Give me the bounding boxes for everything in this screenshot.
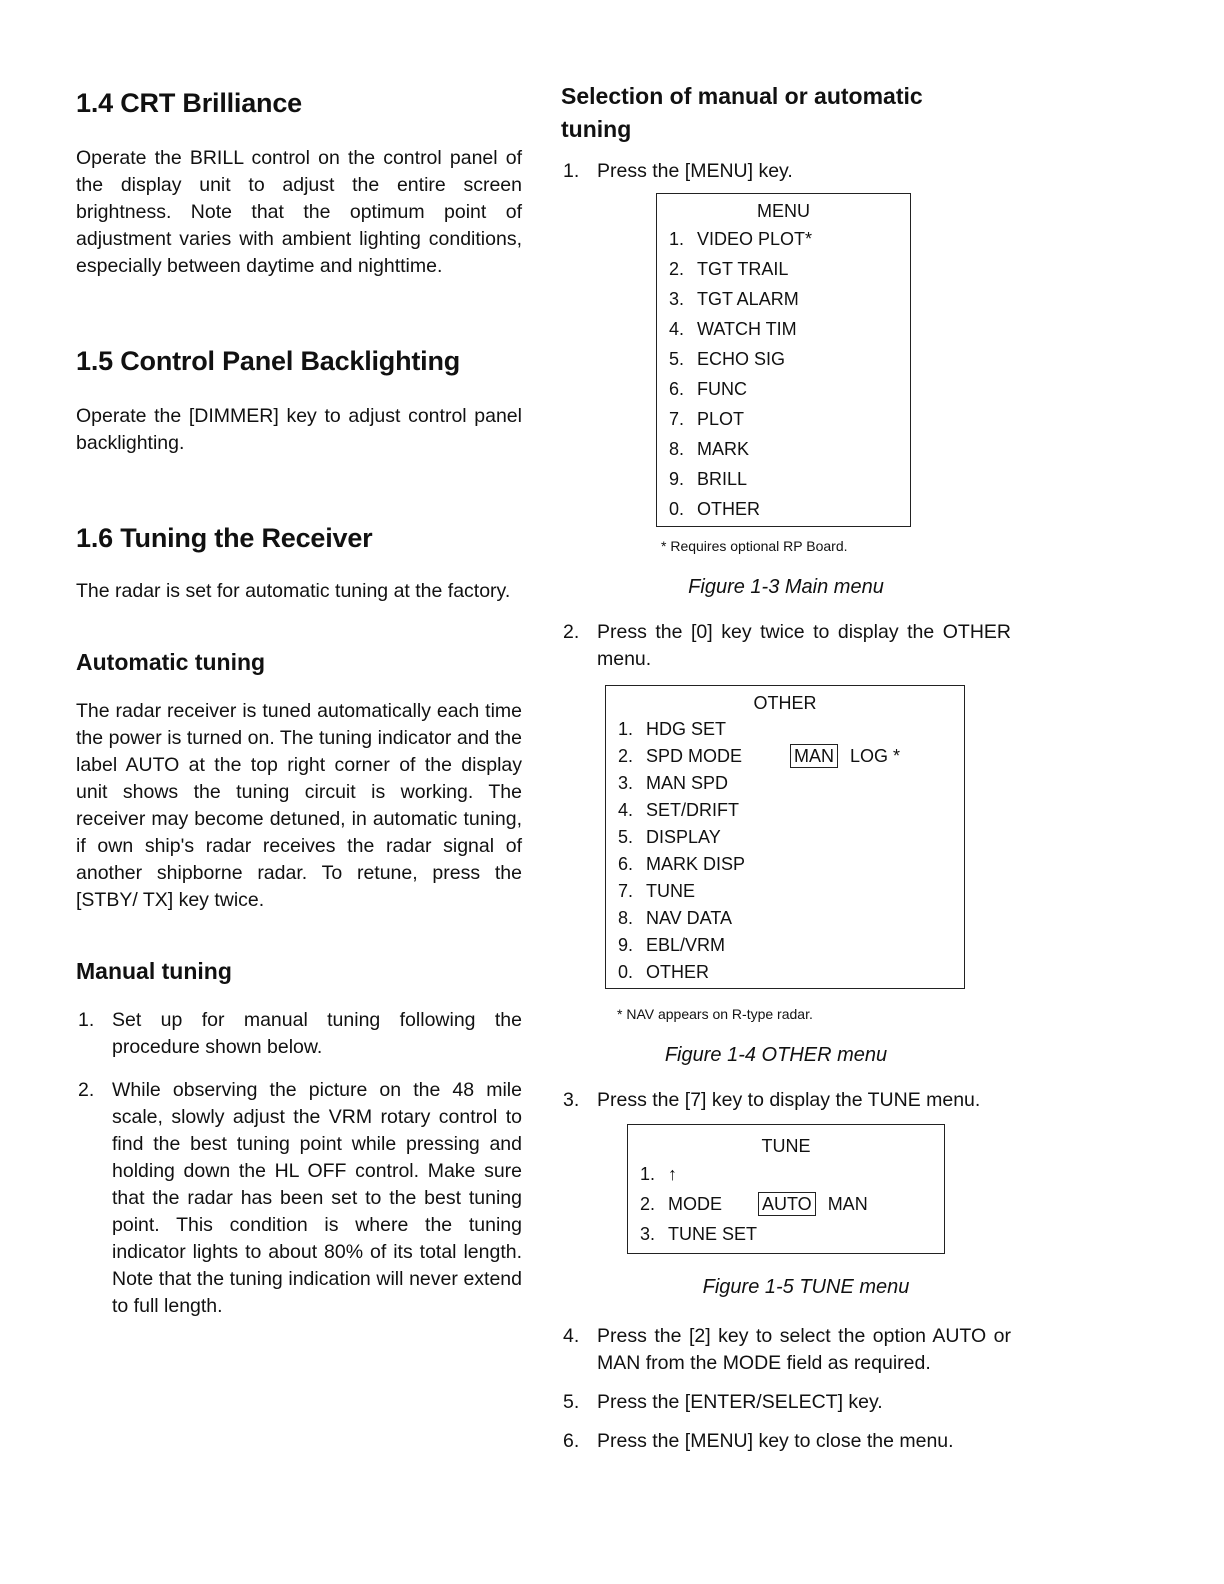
- menu-item-label: MAN SPD: [646, 773, 729, 793]
- menu-item-number: 0.: [669, 499, 685, 519]
- menu-item: [606, 851, 964, 878]
- list-item: [561, 1428, 1011, 1455]
- step-number: 2.: [78, 1079, 95, 1101]
- menu-item: [657, 374, 910, 404]
- menu-item-number: 9.: [669, 469, 685, 489]
- menu-item: [628, 1219, 944, 1249]
- heading-tuning-receiver: 1.6 Tuning the Receiver: [76, 523, 373, 553]
- figure-1-5-caption: Figure 1-5 TUNE menu: [702, 1276, 910, 1298]
- step-number: 1.: [78, 1009, 95, 1031]
- menu-item-number: 1.: [669, 229, 685, 249]
- menu-item-label: EBL/VRM: [646, 935, 726, 955]
- other-menu-title: OTHER: [753, 693, 817, 713]
- heading-automatic-tuning: Automatic tuning: [76, 649, 266, 675]
- menu-item-label: MODE: [668, 1194, 722, 1214]
- backlighting-text: Operate the [DIMMER] key to adjust control panel backlighting.: [76, 405, 522, 454]
- menu-item-number: 4.: [618, 800, 634, 820]
- list-item: [561, 158, 1011, 185]
- menu-item-number: 2.: [640, 1194, 656, 1214]
- menu-item-label: SET/DRIFT: [646, 800, 739, 820]
- selection-steps-3: [561, 1087, 1011, 1114]
- step-text: Press the [MENU] key to close the menu.: [597, 1430, 954, 1452]
- automatic-tuning-text: The radar receiver is tuned automatically each time the power is turned on. The tuning indicator and the label AUTO at the top right corner of the display unit shows the tuning circuit is working. The receiver may become detuned, in automatic tuning, if own ship's radar receives the radar signal of another shipborne radar. To retune, press the [STBY/ TX] key twice.: [76, 700, 522, 911]
- menu-item-number: 3.: [640, 1224, 656, 1244]
- menu-item-number: 2.: [618, 746, 634, 766]
- menu-item-label: MARK: [697, 439, 750, 459]
- tune-menu-box: [627, 1124, 945, 1254]
- tune-mode-selected-option: AUTO: [758, 1192, 816, 1216]
- tuning-receiver-text: The radar is set for automatic tuning at the factory.: [76, 580, 511, 602]
- menu-item-label: TUNE: [646, 881, 695, 901]
- step-number: 2.: [563, 621, 580, 643]
- figure-1-4-caption: Figure 1-4 OTHER menu: [664, 1044, 888, 1066]
- list-item: [561, 1389, 1011, 1416]
- menu-item-label: VIDEO PLOT*: [697, 229, 813, 249]
- step-number: 6.: [563, 1430, 580, 1452]
- menu-item-number: 8.: [618, 908, 634, 928]
- list-item: [76, 1007, 522, 1061]
- menu-item-number: 1.: [640, 1164, 656, 1184]
- main-menu-title: MENU: [757, 201, 810, 221]
- menu-item-number: 3.: [618, 773, 634, 793]
- heading-control-panel-backlighting: 1.5 Control Panel Backlighting: [76, 346, 461, 376]
- step-number: 3.: [563, 1089, 580, 1111]
- menu-item: [606, 824, 964, 851]
- other-menu-note: * NAV appears on R-type radar.: [617, 1006, 813, 1022]
- menu-item: [606, 770, 964, 797]
- menu-item-number: 2.: [669, 259, 685, 279]
- menu-item: [606, 878, 964, 905]
- menu-item-label: DISPLAY: [646, 827, 721, 847]
- menu-item: [657, 464, 910, 494]
- menu-item-number: 9.: [618, 935, 634, 955]
- menu-item-label: ECHO SIG: [697, 349, 786, 369]
- menu-item: [606, 905, 964, 932]
- menu-item-number: 5.: [618, 827, 634, 847]
- manual-tuning-steps: [76, 1007, 522, 1320]
- menu-item-label: HDG SET: [646, 719, 727, 739]
- main-menu-note: * Requires optional RP Board.: [661, 538, 848, 554]
- list-item: [561, 1087, 1011, 1114]
- menu-item: [606, 743, 964, 770]
- step-text: While observing the picture on the 48 mile scale, slowly adjust the VRM rotary control to find the best tuning point while pressing and holding down the HL OFF control. Make sure that the radar has been set to the best tuning point. This condition is where the tuning indicator lights to about 80% of its total length. Note that the tuning indication will never extend to full length.: [112, 1079, 522, 1317]
- menu-item-label: NAV DATA: [646, 908, 733, 928]
- step-text: Press the [7] key to display the TUNE menu.: [597, 1089, 981, 1111]
- menu-item: [657, 284, 910, 314]
- menu-item-label: OTHER: [697, 499, 760, 519]
- menu-item-number: 6.: [669, 379, 685, 399]
- right-column: [561, 80, 1011, 1455]
- menu-item-label: FUNC: [697, 379, 747, 399]
- step-number: 4.: [563, 1325, 580, 1347]
- menu-item: [606, 932, 964, 959]
- figure-1-3-caption: Figure 1-3 Main menu: [688, 576, 884, 598]
- menu-item: [657, 224, 910, 254]
- menu-item-number: 8.: [669, 439, 685, 459]
- step-text: Press the [0] key twice to display the OTHER menu.: [597, 621, 1011, 670]
- heading-manual-tuning: Manual tuning: [76, 958, 232, 984]
- crt-brilliance-text: Operate the BRILL control on the control panel of the display unit to adjust the entire screen brightness. Note that the optimum point of adjustment varies with ambient lighting conditions, especially between daytime and nighttime.: [76, 147, 522, 277]
- step-text: Press the [ENTER/SELECT] key.: [597, 1391, 883, 1413]
- step-text: Press the [2] key to select the option AUTO or MAN from the MODE field as required.: [597, 1325, 1011, 1374]
- menu-item-label: OTHER: [646, 962, 709, 982]
- menu-item-label: MARK DISP: [646, 854, 746, 874]
- list-item: [76, 1077, 522, 1320]
- heading-selection-tuning: Selection of manual or automatic tuning: [561, 83, 923, 142]
- menu-item: [606, 959, 964, 986]
- menu-item-label: SPD MODE: [646, 746, 743, 766]
- menu-item-label: TUNE SET: [668, 1224, 758, 1244]
- menu-item-label: PLOT: [697, 409, 745, 429]
- menu-item-number: 1.: [618, 719, 634, 739]
- menu-item-number: 4.: [669, 319, 685, 339]
- main-menu-box: [656, 193, 911, 527]
- left-column: [76, 80, 522, 1320]
- list-item: [561, 1323, 1011, 1377]
- step-text: Set up for manual tuning following the procedure shown below.: [112, 1009, 522, 1058]
- menu-item-label: BRILL: [697, 469, 748, 489]
- menu-item: [657, 494, 910, 524]
- menu-item-label: TGT ALARM: [697, 289, 799, 309]
- tune-mode-other-option: MAN: [827, 1194, 868, 1214]
- menu-item-number: 6.: [618, 854, 634, 874]
- menu-item: [657, 434, 910, 464]
- menu-item-label: TGT TRAIL: [697, 259, 789, 279]
- menu-item-label: WATCH TIM: [697, 319, 797, 339]
- menu-item: [657, 254, 910, 284]
- menu-item-number: 7.: [669, 409, 685, 429]
- menu-item-number: 5.: [669, 349, 685, 369]
- menu-item-number: 7.: [618, 881, 634, 901]
- spd-mode-selected-option: MAN: [790, 744, 838, 768]
- selection-steps-1: [561, 158, 1011, 185]
- spd-mode-other-option: LOG *: [850, 746, 901, 766]
- menu-item: [628, 1189, 944, 1219]
- selection-steps-4-6: [561, 1323, 1011, 1455]
- selection-steps-2: [561, 619, 1011, 673]
- other-menu-box: [605, 685, 965, 989]
- menu-item: [657, 344, 910, 374]
- step-number: 5.: [563, 1391, 580, 1413]
- up-arrow-icon: ↑: [668, 1164, 677, 1184]
- step-number: 1.: [563, 160, 580, 182]
- menu-item: [657, 314, 910, 344]
- menu-item-number: 0.: [618, 962, 634, 982]
- menu-item: [606, 716, 964, 743]
- menu-item: [657, 404, 910, 434]
- menu-item: [606, 797, 964, 824]
- list-item: [561, 619, 1011, 673]
- menu-item: [628, 1159, 944, 1189]
- tune-menu-title: TUNE: [761, 1136, 811, 1156]
- menu-item-number: 3.: [669, 289, 685, 309]
- step-text: Press the [MENU] key.: [597, 160, 793, 182]
- heading-crt-brilliance: 1.4 CRT Brilliance: [76, 88, 302, 118]
